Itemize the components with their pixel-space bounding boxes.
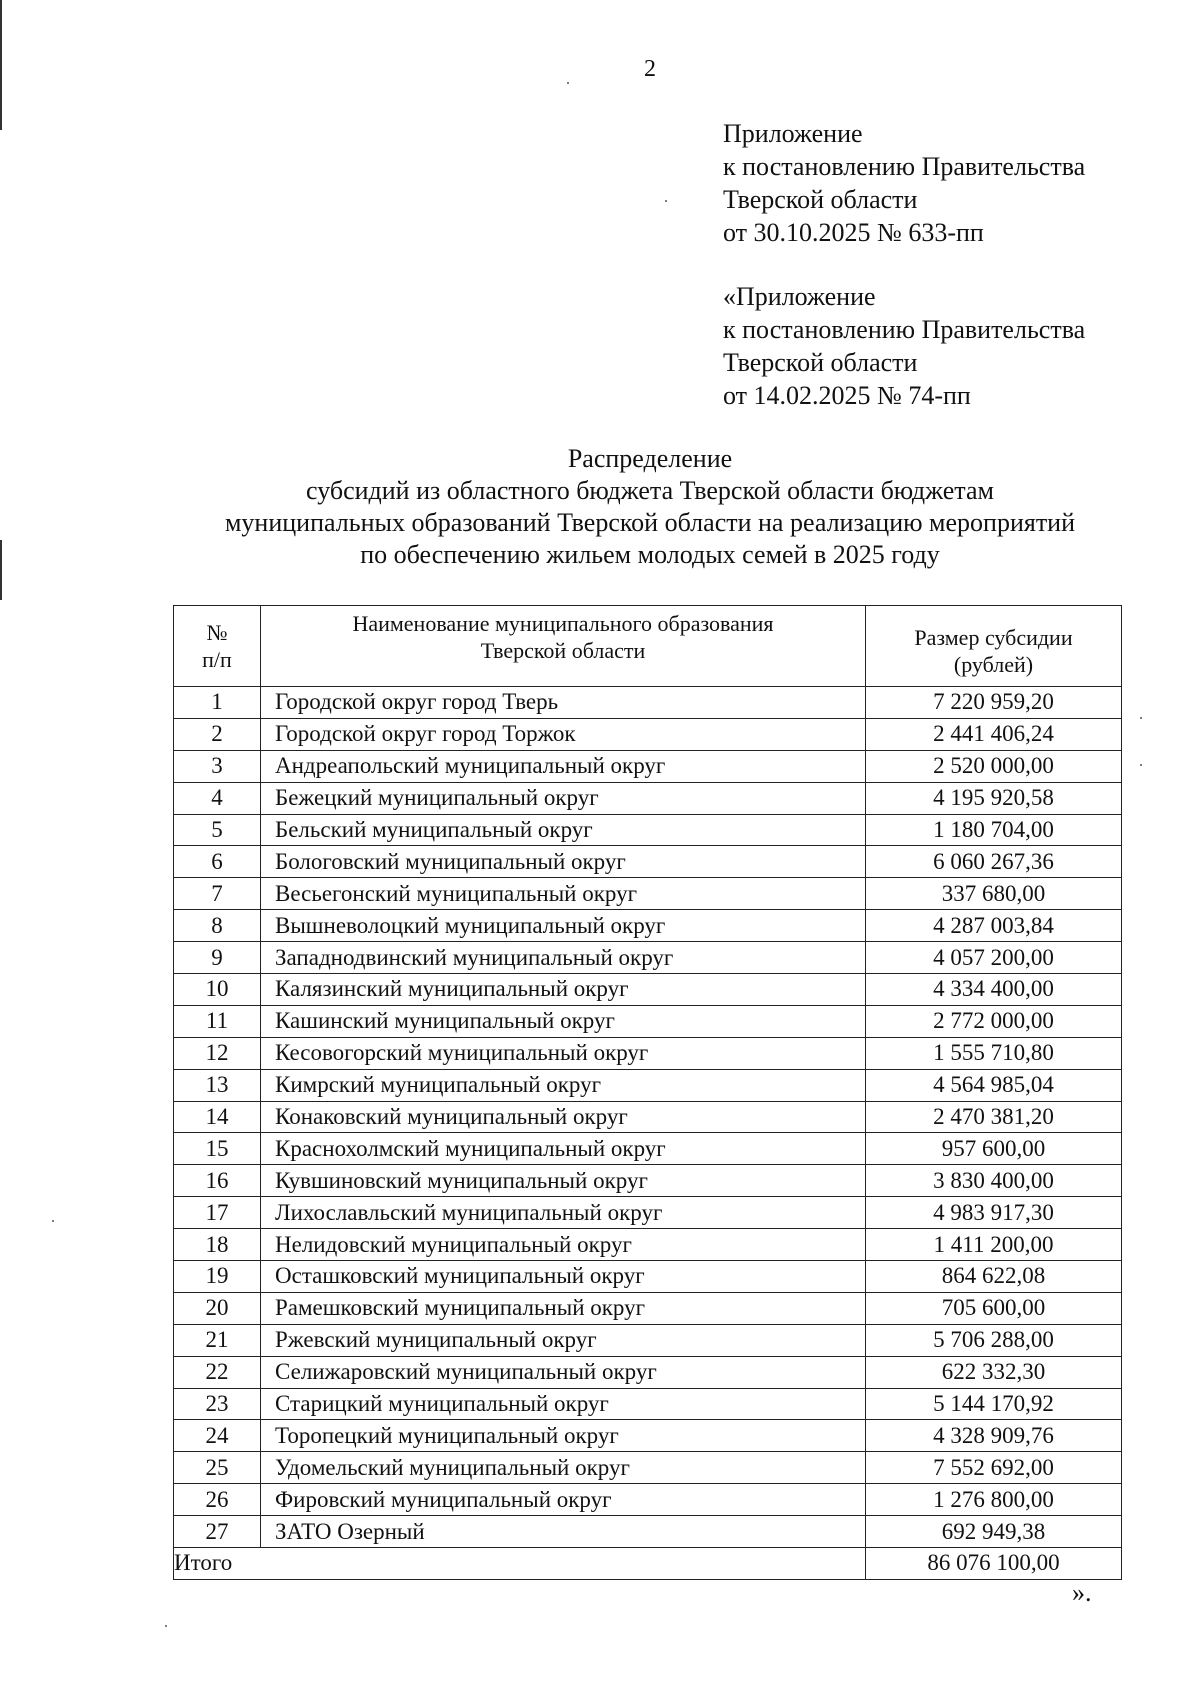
table-row bbox=[174, 1420, 1122, 1452]
row-municipality: Бельский муниципальный округ bbox=[261, 814, 866, 846]
row-number: 9 bbox=[174, 942, 261, 974]
scan-edge-mark bbox=[0, 540, 2, 600]
title-line: субсидий из областного бюджета Тверской области бюджетам bbox=[306, 476, 994, 505]
row-amount: 2 772 000,00 bbox=[866, 1005, 1122, 1037]
title-line: муниципальных образований Тверской области на реализацию мероприятий bbox=[224, 508, 1076, 537]
row-amount: 1 276 800,00 bbox=[866, 1484, 1122, 1516]
row-amount: 1 555 710,80 bbox=[866, 1037, 1122, 1069]
table-row bbox=[174, 1452, 1122, 1484]
header-name-line1: Наименование муниципального образования bbox=[352, 611, 774, 636]
row-municipality: Западнодвинский муниципальный округ bbox=[261, 942, 866, 974]
row-amount: 7 552 692,00 bbox=[866, 1452, 1122, 1484]
row-municipality: Весьегонский муниципальный округ bbox=[261, 878, 866, 910]
appendix-line: от 14.02.2025 № 74-пп bbox=[723, 381, 971, 410]
row-municipality: Андреапольский муниципальный округ bbox=[261, 750, 866, 782]
header-subsidy-amount bbox=[866, 606, 1122, 687]
row-number: 1 bbox=[174, 687, 261, 719]
table-total-row bbox=[174, 1548, 1122, 1580]
row-amount: 692 949,38 bbox=[866, 1516, 1122, 1548]
header-number-line2: п/п bbox=[202, 647, 232, 672]
row-amount: 2 520 000,00 bbox=[866, 750, 1122, 782]
table-row bbox=[174, 878, 1122, 910]
row-municipality: Ржевский муниципальный округ bbox=[261, 1324, 866, 1356]
row-municipality: Рамешковский муниципальный округ bbox=[261, 1292, 866, 1324]
row-amount: 1 411 200,00 bbox=[866, 1229, 1122, 1261]
table-row bbox=[174, 846, 1122, 878]
closing-quote: ». bbox=[1072, 1578, 1092, 1607]
row-amount: 705 600,00 bbox=[866, 1292, 1122, 1324]
page-number: 2 bbox=[644, 56, 656, 82]
row-amount: 4 983 917,30 bbox=[866, 1197, 1122, 1229]
row-amount: 4 334 400,00 bbox=[866, 974, 1122, 1006]
row-municipality: Бежецкий муниципальный округ bbox=[261, 782, 866, 814]
row-number: 15 bbox=[174, 1133, 261, 1165]
table-row bbox=[174, 974, 1122, 1006]
table-row bbox=[174, 1516, 1122, 1548]
row-amount: 864 622,08 bbox=[866, 1261, 1122, 1293]
table-row bbox=[174, 1133, 1122, 1165]
row-number: 4 bbox=[174, 782, 261, 814]
appendix-original-decree bbox=[723, 280, 1085, 412]
row-municipality: Бологовский муниципальный округ bbox=[261, 846, 866, 878]
table-header-row bbox=[174, 606, 1122, 687]
row-number: 18 bbox=[174, 1229, 261, 1261]
table-row bbox=[174, 1356, 1122, 1388]
title-line: по обеспечению жильем молодых семей в 2025 году bbox=[360, 540, 940, 569]
row-number: 24 bbox=[174, 1420, 261, 1452]
row-number: 8 bbox=[174, 910, 261, 942]
row-number: 27 bbox=[174, 1516, 261, 1548]
table-row bbox=[174, 1388, 1122, 1420]
row-municipality: Кесовогорский муниципальный округ bbox=[261, 1037, 866, 1069]
table-row bbox=[174, 1069, 1122, 1101]
row-amount: 4 564 985,04 bbox=[866, 1069, 1122, 1101]
table-row bbox=[174, 1197, 1122, 1229]
row-amount: 5 706 288,00 bbox=[866, 1324, 1122, 1356]
row-number: 20 bbox=[174, 1292, 261, 1324]
table-body bbox=[174, 687, 1122, 1580]
row-municipality: Городской округ город Тверь bbox=[261, 687, 866, 719]
row-number: 17 bbox=[174, 1197, 261, 1229]
appendix-line: «Приложение bbox=[723, 282, 876, 311]
row-number: 26 bbox=[174, 1484, 261, 1516]
table-row bbox=[174, 1165, 1122, 1197]
row-number: 19 bbox=[174, 1261, 261, 1293]
scan-speck bbox=[665, 200, 667, 202]
row-amount: 2 441 406,24 bbox=[866, 718, 1122, 750]
table-row bbox=[174, 1261, 1122, 1293]
row-municipality: Кашинский муниципальный округ bbox=[261, 1005, 866, 1037]
row-municipality: Нелидовский муниципальный округ bbox=[261, 1229, 866, 1261]
row-municipality: Торопецкий муниципальный округ bbox=[261, 1420, 866, 1452]
scan-speck bbox=[165, 1625, 167, 1627]
row-amount: 4 195 920,58 bbox=[866, 782, 1122, 814]
row-number: 22 bbox=[174, 1356, 261, 1388]
row-number: 3 bbox=[174, 750, 261, 782]
row-amount: 957 600,00 bbox=[866, 1133, 1122, 1165]
scan-speck bbox=[52, 1220, 54, 1222]
table-row bbox=[174, 942, 1122, 974]
row-number: 25 bbox=[174, 1452, 261, 1484]
row-municipality: Осташковский муниципальный округ bbox=[261, 1261, 866, 1293]
row-municipality: Калязинский муниципальный округ bbox=[261, 974, 866, 1006]
row-municipality: Селижаровский муниципальный округ bbox=[261, 1356, 866, 1388]
table-row bbox=[174, 814, 1122, 846]
table-row bbox=[174, 1324, 1122, 1356]
row-amount: 4 057 200,00 bbox=[866, 942, 1122, 974]
table-row bbox=[174, 718, 1122, 750]
table-row bbox=[174, 782, 1122, 814]
table-row bbox=[174, 910, 1122, 942]
row-municipality: Вышневолоцкий муниципальный округ bbox=[261, 910, 866, 942]
row-municipality: ЗАТО Озерный bbox=[261, 1516, 866, 1548]
row-amount: 4 287 003,84 bbox=[866, 910, 1122, 942]
row-municipality: Кувшиновский муниципальный округ bbox=[261, 1165, 866, 1197]
scan-speck bbox=[1140, 764, 1142, 766]
appendix-line: Приложение bbox=[723, 119, 863, 148]
subsidy-distribution-table bbox=[173, 605, 1122, 1580]
header-number bbox=[174, 606, 261, 687]
row-number: 14 bbox=[174, 1101, 261, 1133]
row-municipality: Кимрский муниципальный округ bbox=[261, 1069, 866, 1101]
appendix-current-decree bbox=[723, 117, 1085, 249]
appendix-line: Тверской области bbox=[723, 348, 918, 377]
row-amount: 622 332,30 bbox=[866, 1356, 1122, 1388]
total-amount: 86 076 100,00 bbox=[866, 1548, 1122, 1580]
title-line: Распределение bbox=[567, 444, 733, 473]
row-amount: 6 060 267,36 bbox=[866, 846, 1122, 878]
appendix-line: Тверской области bbox=[723, 185, 918, 214]
row-amount: 4 328 909,76 bbox=[866, 1420, 1122, 1452]
table-row bbox=[174, 750, 1122, 782]
row-number: 16 bbox=[174, 1165, 261, 1197]
table-row bbox=[174, 1037, 1122, 1069]
total-label: Итого bbox=[174, 1548, 866, 1580]
table-row bbox=[174, 1484, 1122, 1516]
row-number: 12 bbox=[174, 1037, 261, 1069]
row-amount: 2 470 381,20 bbox=[866, 1101, 1122, 1133]
row-municipality: Старицкий муниципальный округ bbox=[261, 1388, 866, 1420]
table-row bbox=[174, 1229, 1122, 1261]
row-amount: 3 830 400,00 bbox=[866, 1165, 1122, 1197]
header-amount-line2: (рублей) bbox=[953, 652, 1034, 677]
row-number: 5 bbox=[174, 814, 261, 846]
appendix-line: к постановлению Правительства bbox=[723, 152, 1086, 181]
header-number-line1: № bbox=[206, 620, 228, 645]
row-municipality: Фировский муниципальный округ bbox=[261, 1484, 866, 1516]
row-municipality: Краснохолмский муниципальный округ bbox=[261, 1133, 866, 1165]
table-row bbox=[174, 1292, 1122, 1324]
row-municipality: Городской округ город Торжок bbox=[261, 718, 866, 750]
document-title bbox=[150, 443, 1150, 571]
row-number: 2 bbox=[174, 718, 261, 750]
table-row bbox=[174, 1005, 1122, 1037]
row-number: 21 bbox=[174, 1324, 261, 1356]
row-number: 6 bbox=[174, 846, 261, 878]
table-row bbox=[174, 687, 1122, 719]
row-number: 10 bbox=[174, 974, 261, 1006]
header-name-line2: Тверской области bbox=[480, 638, 646, 663]
row-municipality: Удомельский муниципальный округ bbox=[261, 1452, 866, 1484]
row-amount: 1 180 704,00 bbox=[866, 814, 1122, 846]
row-number: 7 bbox=[174, 878, 261, 910]
row-amount: 7 220 959,20 bbox=[866, 687, 1122, 719]
scan-speck bbox=[1140, 717, 1142, 719]
row-number: 13 bbox=[174, 1069, 261, 1101]
header-municipality-name bbox=[261, 606, 866, 687]
row-number: 11 bbox=[174, 1005, 261, 1037]
row-number: 23 bbox=[174, 1388, 261, 1420]
table-row bbox=[174, 1101, 1122, 1133]
appendix-line: от 30.10.2025 № 633-пп bbox=[723, 218, 984, 247]
row-municipality: Конаковский муниципальный округ bbox=[261, 1101, 866, 1133]
row-amount: 337 680,00 bbox=[866, 878, 1122, 910]
header-amount-line1: Размер субсидии bbox=[914, 625, 1073, 650]
row-municipality: Лихославльский муниципальный округ bbox=[261, 1197, 866, 1229]
row-amount: 5 144 170,92 bbox=[866, 1388, 1122, 1420]
appendix-line: к постановлению Правительства bbox=[723, 315, 1086, 344]
